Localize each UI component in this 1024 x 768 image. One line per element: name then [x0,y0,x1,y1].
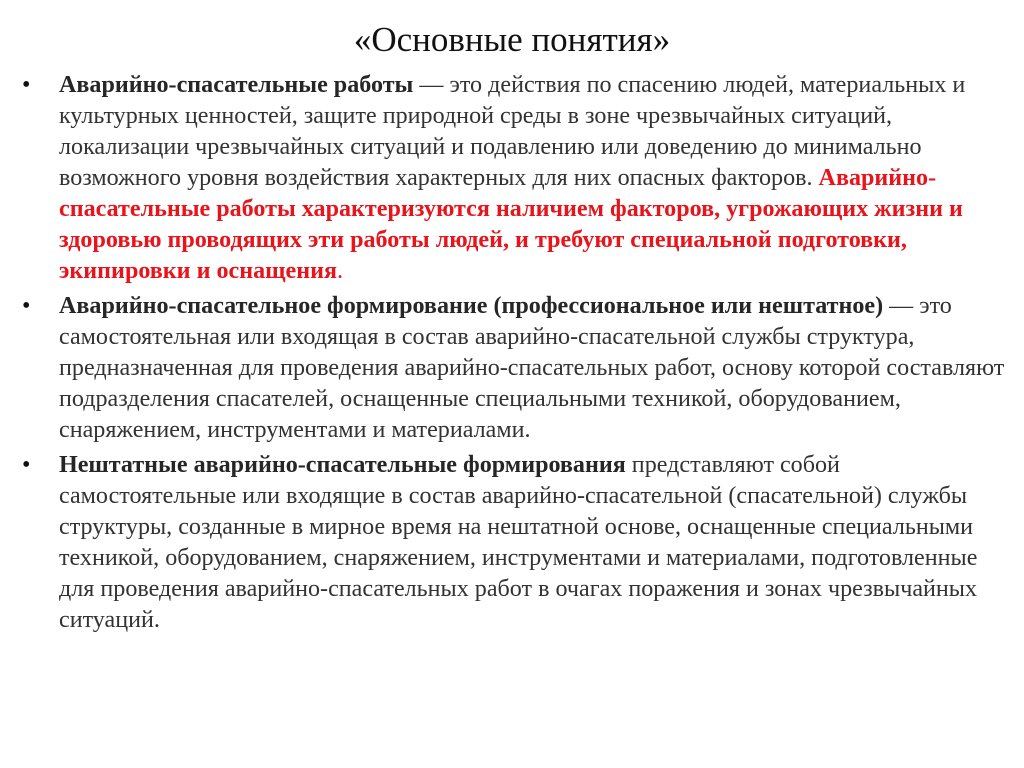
bullet-item-nonstaff-formations [18,450,1008,636]
term-nonstaff-formations: Нештатные аварийно-спасательные формирования [59,452,626,478]
bullet-dot-icon: • [22,452,31,478]
definition-rescue-works: — это действия по спасению людей, материальных и культурных ценностей, защите природной среды в зоне чрезвычайных ситуаций, локализации чрезвычайных ситуаций и подавлению или доведению до минимально возможного уровня воздействия характерных для них опасных факторов. [59,72,966,191]
bullet-item-rescue-formation [18,291,1008,446]
highlight-period: . [337,258,344,284]
bullet-item-rescue-works [18,70,1008,287]
highlight-rescue-works: Аварийно-спасательные работы характеризуются наличием факторов, угрожающих жизни и здоровью проводящих эти работы людей, и требуют специальной подготовки, экипировки и оснащения [59,165,963,284]
definition-nonstaff-formations: представляют собой самостоятельные или входящие в состав аварийно-спасательной (спасательной) службы структуры, созданные в мирное время на нештатной основе, оснащенные специальными техникой, оборудованием, снаряжением, инструментами и материалами, подготовленные для проведения аварийно-спасательных работ в очагах поражения и зонах чрезвычайных ситуаций. [59,452,978,633]
definition-rescue-formation: — это самостоятельная или входящая в состав аварийно-спасательной службы структура, предназначенная для проведения аварийно-спасательных работ, основу которой составляют подразделения спасателей, оснащенные специальными техникой, оборудованием, снаряжением, инструментами и материалами. [59,293,1005,443]
bullet-list [18,70,1008,640]
bullet-dot-icon: • [22,72,31,98]
slide-title: «Основные понятия» [353,20,671,59]
term-rescue-formation: Аварийно-спасательное формирование (профессиональное или нештатное) [59,293,884,319]
bullet-dot-icon: • [22,293,31,319]
term-rescue-works: Аварийно-спасательные работы [59,72,414,98]
